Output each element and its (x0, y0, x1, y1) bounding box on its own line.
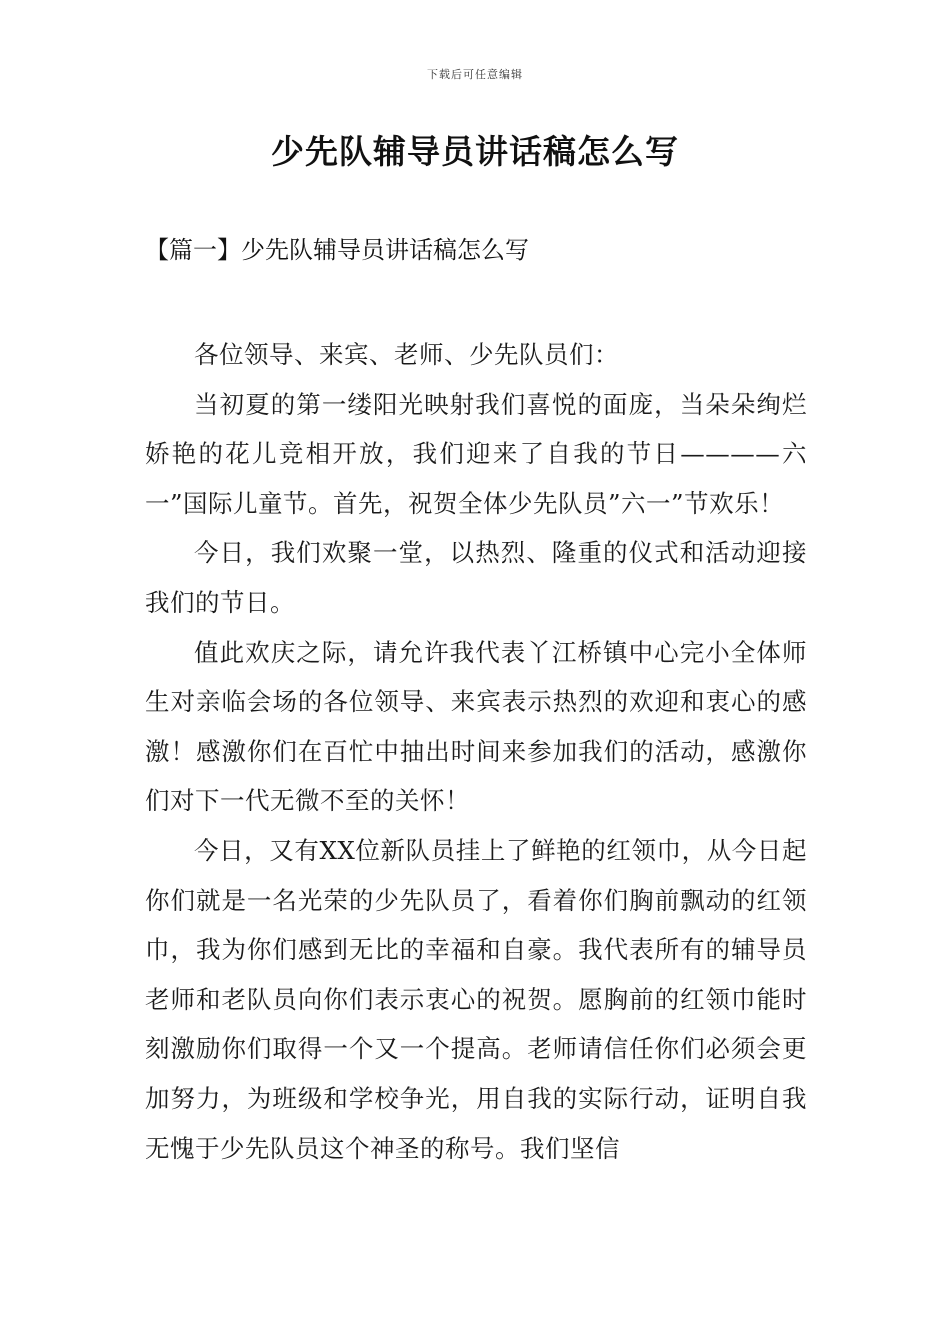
header-note: 下载后可任意编辑 (427, 68, 523, 81)
page-title: 少先队辅导员讲话稿怎么写 (271, 132, 679, 171)
section-heading: 【篇一】少先队辅导员讲话稿怎么写 (145, 236, 529, 264)
body-text (145, 330, 807, 1173)
paragraph: 今日，又有XX位新队员挂上了鲜艳的红领巾，从今日起你们就是一名光荣的少先队员了，看着你们胸前飘动的红领巾，我为你们感到无比的幸福和自豪。我代表所有的辅导员老师和老队员向你们表示衷心的祝贺。愿胸前的红领巾能时刻激励你们取得一个又一个提高。老师请信任你们必须会更加努力，为班级和学校争光，用自我的实际行动，证明自我无愧于少先队员这个神圣的称号。我们坚信 (145, 835, 807, 1163)
paragraph: 当初夏的第一缕阳光映射我们喜悦的面庞，当朵朵绚烂娇艳的花儿竞相开放，我们迎来了自我的节日————六一”国际儿童节。首先，祝贺全体少先队员”六一”节欢乐！ (145, 389, 807, 518)
paragraph: 值此欢庆之际，请允许我代表丫江桥镇中心完小全体师生对亲临会场的各位领导、来宾表示热烈的欢迎和衷心的感激！感激你们在百忙中抽出时间来参加我们的活动，感激你们对下一代无微不至的关怀！ (145, 637, 807, 816)
paragraph-greeting: 各位领导、来宾、老师、少先队员们： (194, 340, 619, 369)
paragraph: 今日，我们欢聚一堂，以热烈、隆重的仪式和活动迎接我们的节日。 (145, 538, 807, 617)
